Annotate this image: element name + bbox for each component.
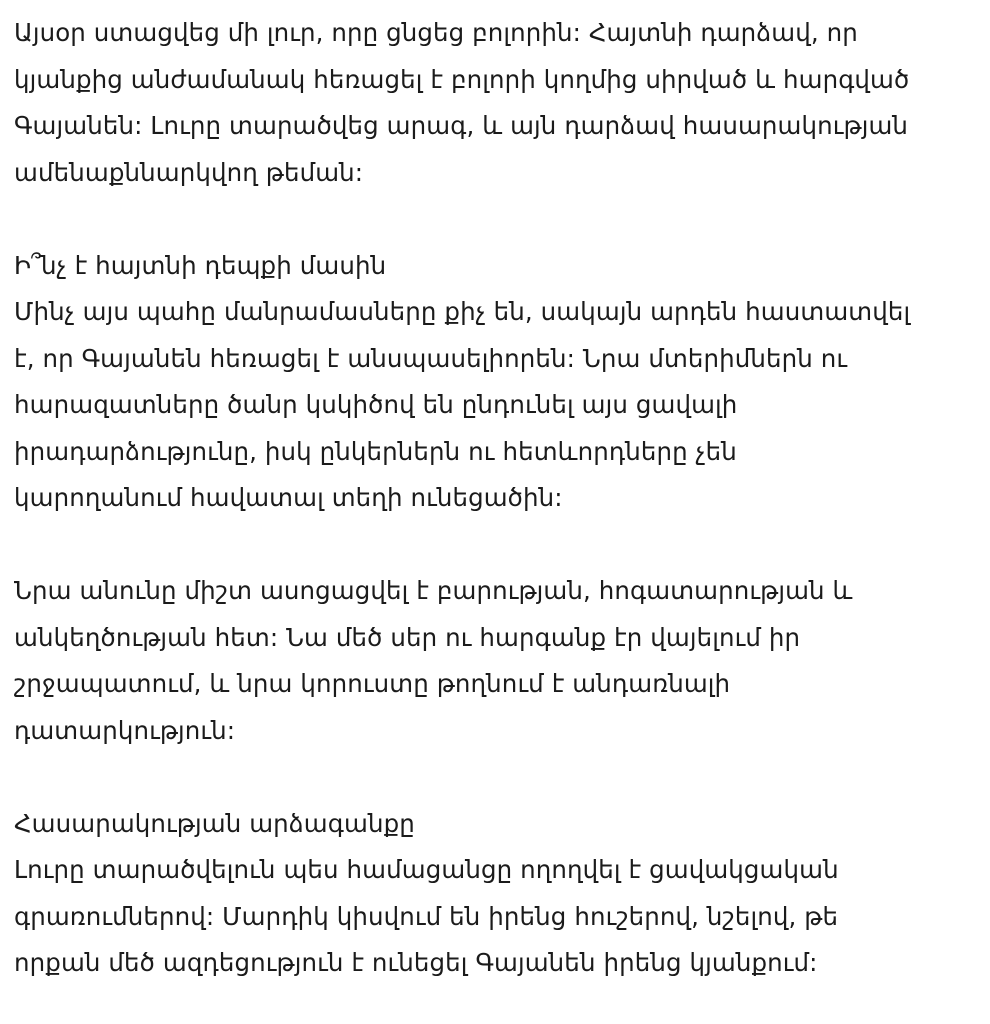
intro-paragraph xyxy=(14,10,974,196)
text-line: Այսօր ստացվեց մի լուր, որը ցնցեց բոլորին: Հայտնի դարձավ, որ xyxy=(14,18,858,47)
text-line: կարողանում հավատալ տեղի ունեցածին: xyxy=(14,483,563,512)
text-line: է, որ Գայանեն հեռացել է անսպասելիորեն: Նրա մտերիմներն ու xyxy=(14,343,848,373)
text-line: հարազատները ծանր կսկիծով են ընդունել այս ցավալի xyxy=(14,390,738,419)
text-line: Նրա անունը միշտ ասոցացվել է բարության, հոգատարության և xyxy=(14,576,853,605)
section-incident xyxy=(14,243,974,522)
text-line: իրադարձությունը, իսկ ընկերներն ու հետևորդները չեն xyxy=(14,436,737,466)
section-public-reaction xyxy=(14,801,974,987)
tribute-paragraph xyxy=(14,568,974,754)
text-line: որքան մեծ ազդեցություն է ունեցել Գայանեն իրենց կյանքում: xyxy=(14,948,818,977)
section-heading: Ի՞նչ է հայտնի դեպքի մասին xyxy=(14,250,387,280)
text-line: շրջապատում, և նրա կորուստը թողնում է անդառնալի xyxy=(14,669,731,698)
text-line: Լուրը տարածվելուն պես համացանցը ողողվել է ցավակցական xyxy=(14,855,839,884)
text-line: Մինչ այս պահը մանրամասները քիչ են, սակայն արդեն հաստատվել xyxy=(14,297,911,326)
text-line: Գայանեն: Լուրը տարածվեց արագ, և այն դարձավ հասարակության xyxy=(14,111,909,140)
text-line: դատարկություն: xyxy=(14,715,236,745)
text-line: կյանքից անժամանակ հեռացել է բոլորի կողմից սիրված և հարգված xyxy=(14,64,910,94)
article-body xyxy=(14,10,974,987)
text-line: ամենաքննարկվող թեման: xyxy=(14,157,364,187)
text-line: անկեղծության հետ: Նա մեծ սեր ու հարգանք էր վայելում իր xyxy=(14,622,801,652)
section-heading: Հասարակության արձագանքը xyxy=(14,808,415,838)
text-line: գրառումներով: Մարդիկ կիսվում են իրենց հուշերով, նշելով, թե xyxy=(14,901,839,931)
